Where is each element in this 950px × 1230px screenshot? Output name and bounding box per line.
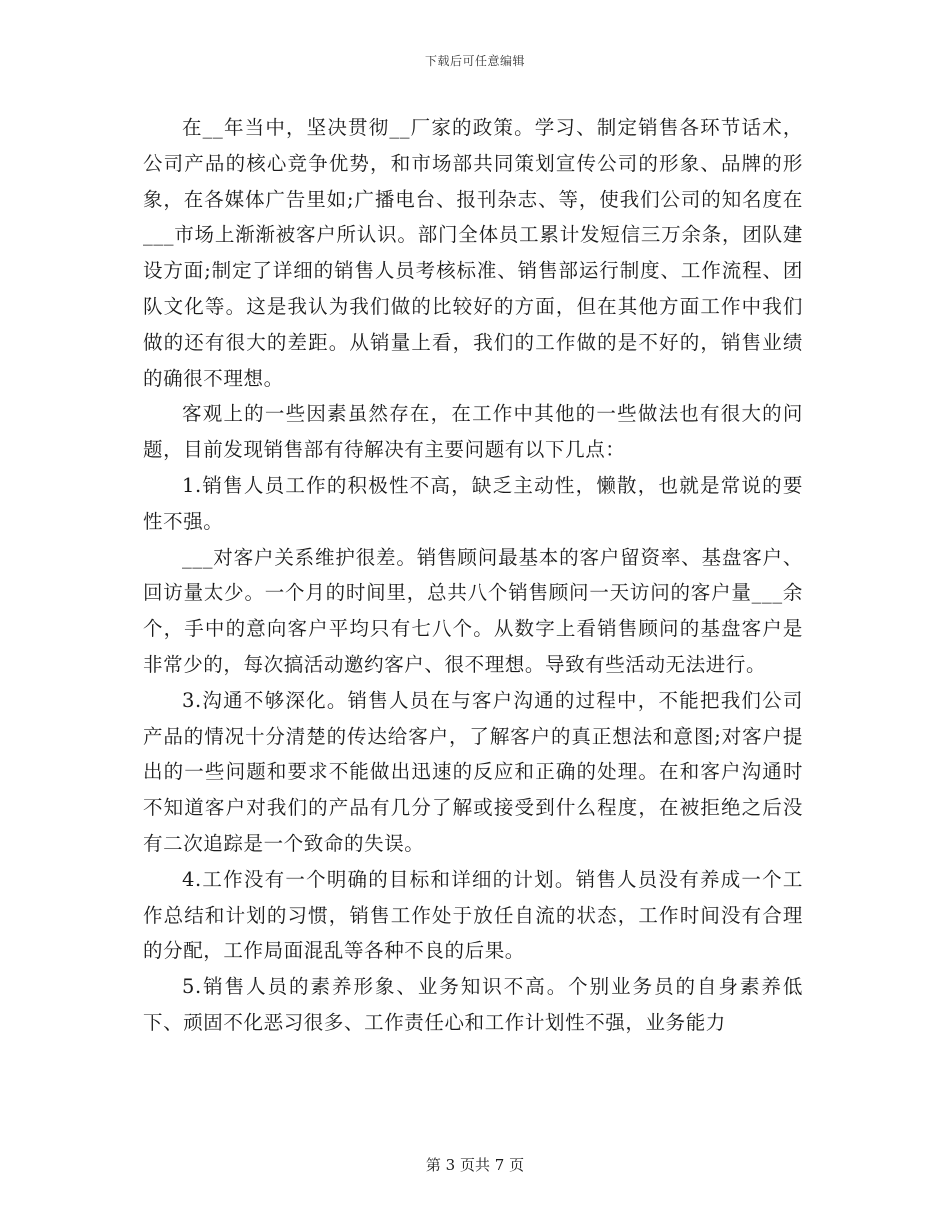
paragraph-5: 3.沟通不够深化。销售人员在与客户沟通的过程中，不能把我们公司产品的情况十分清楚的传达给客户，了解客户的真正想法和意图;对客户提出的一些问题和要求不能做出迅速的反应和正确的处理。在和客户沟通时不知道客户对我们的产品有几分了解或接受到什么程度，在被拒绝之后没有二次追踪是一个致命的失误。: [143, 688, 803, 855]
page-number: 第 3 页共 7 页: [425, 1156, 525, 1174]
paragraph-6: 4.工作没有一个明确的目标和详细的计划。销售人员没有养成一个工作总结和计划的习惯，销售工作处于放任自流的状态，工作时间没有合理的分配，工作局面混乱等各种不良的后果。: [143, 867, 803, 963]
document-body: [143, 110, 803, 1041]
paragraph-7: 5.销售人员的素养形象、业务知识不高。个别业务员的自身素养低下、顽固不化恶习很多、工作责任心和工作计划性不强，业务能力: [143, 975, 803, 1034]
paragraph-1: 在__年当中，坚决贯彻__厂家的政策。学习、制定销售各环节话术，公司产品的核心竞争优势，和市场部共同策划宣传公司的形象、品牌的形象，在各媒体广告里如;广播电台、报刊杂志、等，使我们公司的知名度在___市场上渐渐被客户所认识。部门全体员工累计发短信三万余条，团队建设方面;制定了详细的销售人员考核标准、销售部运行制度、工作流程、团队文化等。这是我认为我们做的比较好的方面，但在其他方面工作中我们做的还有很大的差距。从销量上看，我们的工作做的是不好的，销售业绩的确很不理想。: [143, 116, 803, 390]
paragraph-2: 客观上的一些因素虽然存在，在工作中其他的一些做法也有很大的问题，目前发现销售部有待解决有主要问题有以下几点：: [143, 402, 803, 462]
paragraph-3: 1.销售人员工作的积极性不高，缺乏主动性，懒散，也就是常说的要性不强。: [143, 473, 803, 533]
page-header-note: 下载后可任意编辑: [424, 54, 525, 68]
paragraph-4: ___对客户关系维护很差。销售顾问最基本的客户留资率、基盘客户、回访量太少。一个月的时间里，总共八个销售顾问一天访问的客户量___余个，手中的意向客户平均只有七八个。从数字上看销售顾问的基盘客户是非常少的，每次搞活动邀约客户、很不理想。导致有些活动无法进行。: [143, 545, 803, 676]
